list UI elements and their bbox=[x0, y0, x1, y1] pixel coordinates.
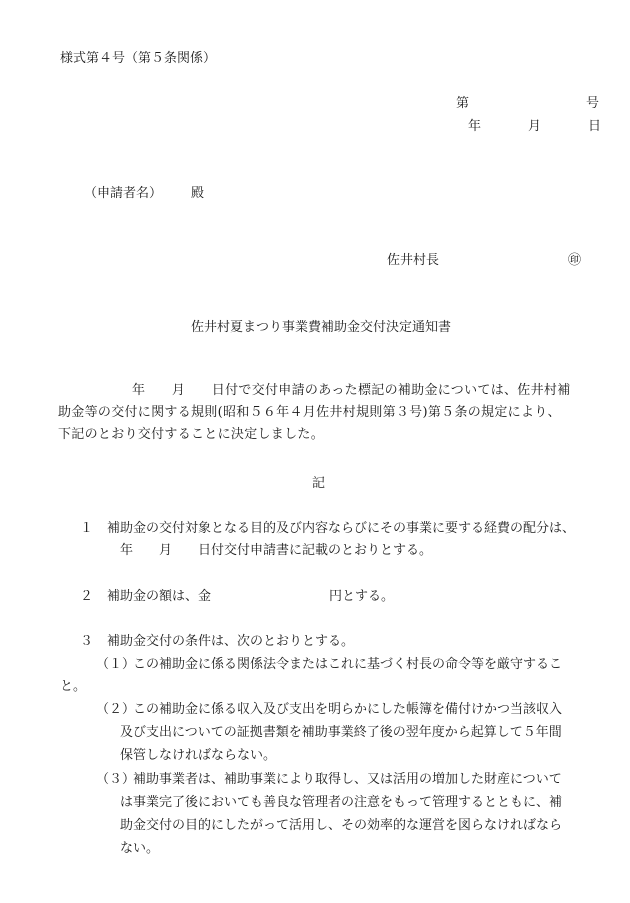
body-line: 下記のとおり交付することに決定しました。 bbox=[58, 427, 325, 442]
item-3-number: ３ bbox=[80, 634, 94, 649]
document-number-prefix: 第 bbox=[456, 96, 470, 111]
applicant-name-label: （申請者名） bbox=[84, 186, 163, 201]
ki-heading: 記 bbox=[312, 476, 326, 491]
condition-3-line-1: 補助事業者は、補助事業により取得し、又は活用の増加した財産について bbox=[133, 772, 562, 787]
honorific: 殿 bbox=[191, 186, 205, 201]
issuer-title: 佐井村長 bbox=[387, 253, 440, 268]
item-3-text: 補助金交付の条件は、次のとおりとする。 bbox=[107, 634, 355, 649]
condition-3-label: （３） bbox=[96, 772, 136, 787]
condition-2-line-2: 及び支出についての証拠書類を補助事業終了後の翌年度から起算して５年間 bbox=[120, 725, 562, 740]
date-day: 日 bbox=[588, 119, 602, 134]
condition-3-line-4: ない。 bbox=[120, 841, 160, 856]
item-1-line-2: 年 月 日付交付申請書に記載のとおりとする。 bbox=[120, 543, 433, 558]
item-1-line-1: 補助金の交付対象となる目的及び内容ならびにその事業に要する経費の配分は、 bbox=[107, 521, 576, 536]
condition-2-label: （２） bbox=[96, 702, 136, 717]
item-2-number: ２ bbox=[80, 589, 94, 604]
condition-2-line-3: 保管しなければならない。 bbox=[120, 748, 277, 763]
item-2-prefix: 補助金の額は、金 bbox=[107, 589, 212, 604]
condition-1-line-2: と。 bbox=[60, 679, 87, 694]
body-line: 助金等の交付に関する規則(昭和５６年４月佐井村規則第３号)第５条の規定により、 bbox=[58, 405, 561, 420]
condition-2-line-1: この補助金に係る収入及び支出を明らかにした帳簿を備付けかつ当該収入 bbox=[133, 702, 563, 717]
document-number-suffix: 号 bbox=[586, 96, 600, 111]
item-2-suffix: 円とする。 bbox=[329, 589, 395, 604]
date-year: 年 bbox=[468, 119, 482, 134]
seal-mark: ㊞ bbox=[568, 253, 582, 268]
body-paragraph bbox=[60, 380, 620, 446]
document-title: 佐井村夏まつり事業費補助金交付決定通知書 bbox=[191, 320, 452, 335]
item-1-number: １ bbox=[80, 521, 94, 536]
date-month: 月 bbox=[528, 119, 542, 134]
condition-3-line-3: 助金交付の目的にしたがって活用し、その効率的な運営を図らなければなら bbox=[120, 818, 563, 833]
condition-1-line-1: この補助金に係る関係法令またはこれに基づく村長の命令等を厳守するこ bbox=[133, 657, 563, 672]
condition-3-line-2: は事業完了後においても善良な管理者の注意をもって管理するとともに、補 bbox=[120, 795, 563, 810]
condition-1-label: （１） bbox=[96, 657, 136, 672]
form-label: 様式第４号（第５条関係） bbox=[60, 51, 217, 66]
body-line: 年 月 日付で交付申請のあった標記の補助金については、佐井村補 bbox=[132, 383, 571, 398]
